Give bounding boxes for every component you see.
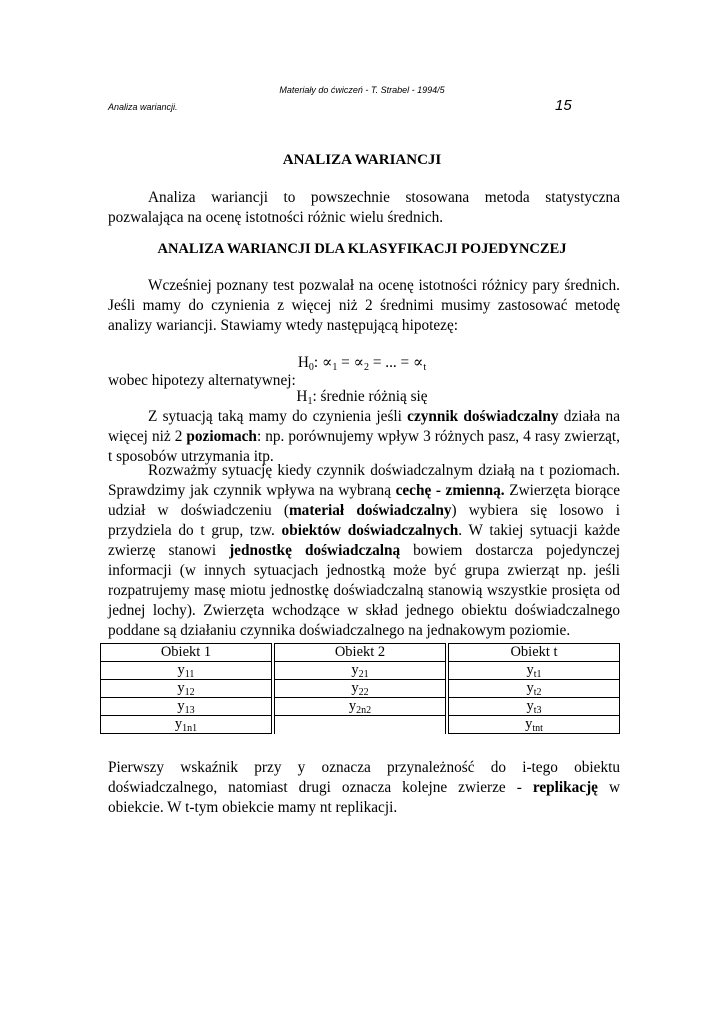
paragraph-4	[108, 758, 620, 818]
table-header-cell: Obiekt 1	[101, 644, 272, 662]
table-row	[101, 698, 620, 716]
p3-line-6: informacji (w innych sytuacjach jednostką może być grupa zwierząt np. jeśli	[108, 562, 620, 579]
p3-line-1: Rozważmy sytuację kiedy czynnik doświadczalnym działą na t poziomach.	[148, 462, 620, 479]
p3-line-9: poddane są działaniu czynnika doświadczalnego na jednakowym poziomie.	[108, 622, 571, 639]
p3-line-8: jednej lochy). Zwierzęta wchodzące w skład jednego obiektu doświadczalnego	[108, 602, 620, 619]
paragraph-3	[108, 461, 620, 641]
p3-line-4: przydziela do t grup, tzw. obiektów doświadczalnych. W takiej sytuacji każde	[108, 522, 620, 539]
table-header-cell: Obiekt t	[449, 644, 620, 662]
p3-line-5: zwierzę stanowi jednostkę doświadczalną bowiem dostarcza pojedynczej	[108, 542, 620, 559]
table-row	[101, 716, 620, 734]
table-cell: $y_{13}$	[101, 698, 272, 716]
p2-line-3: t sposobów utrzymania itp.	[108, 448, 274, 465]
p3-line-7: rozpatrujemy masę miotu jednostkę doświadczalną stanowią wszystkie prosięta od	[108, 582, 620, 599]
table-cell: $y_{tnt}$	[449, 716, 620, 734]
intro-line-1: Analiza wariancji to powszechnie stosowana metoda statystyczna	[148, 189, 620, 206]
table-header-row	[101, 644, 620, 662]
header-section: Analiza wariancji.	[108, 102, 178, 112]
p2-line-1: Z sytuacją taką mamy do czynienia jeśli czynnik doświadczalny działa na	[148, 408, 620, 425]
paragraph-2	[108, 407, 620, 467]
objects-table	[100, 643, 620, 734]
p3-line-2: Sprawdzimy jak czynnik wpływa na wybraną cechę - zmienną. Zwierzęta biorące	[108, 482, 620, 499]
intro-line-2: pozwalająca na ocenę istotności różnic wielu średnich.	[108, 209, 444, 226]
p1-line-3: analizy wariancji. Stawiamy wtedy następującą hipotezę:	[108, 317, 458, 334]
table-cell: $y_{t1}$	[449, 662, 620, 680]
table-cell: $y_{t3}$	[449, 698, 620, 716]
table-cell: $y_{22}$	[275, 680, 446, 698]
table-cell: $y_{12}$	[101, 680, 272, 698]
section-title: ANALIZA WARIANCJI DLA KLASYFIKACJI POJEDYNCZEJ	[157, 241, 567, 257]
page-title: ANALIZA WARIANCJI	[282, 152, 442, 168]
p3-line-3: udział w doświadczeniu (materiał doświadczalny) wybiera się losowo i	[108, 502, 620, 519]
table-cell: $y_{t2}$	[449, 680, 620, 698]
intro-paragraph	[108, 188, 620, 228]
table-cell: $y_{1n1}$	[101, 716, 272, 734]
p4-line-1: Pierwszy wskaźnik przy y oznacza przynależność do i-tego obiektu	[108, 759, 620, 776]
p2-line-2: więcej niż 2 poziomach: np. porównujemy wpływ 3 różnych pasz, 4 rasy zwierząt,	[108, 428, 620, 445]
alternative-label: wobec hipotezy alternatywnej:	[108, 372, 296, 389]
table-cell: $y_{2n2}$	[275, 698, 446, 716]
page-number: 15	[555, 97, 572, 114]
paragraph-1	[108, 276, 620, 336]
table-cell: $y_{21}$	[275, 662, 446, 680]
h0-hypothesis: $H_0$: $\propto_1 = \propto_2$ = ... = $\propto_t$	[297, 354, 427, 373]
header-source: Materiały do ćwiczeń - T. Strabel - 1994/5	[279, 85, 445, 95]
table-row	[101, 680, 620, 698]
p4-line-3: obiekcie. W t-tym obiekcie mamy nt replikacji.	[108, 799, 398, 816]
table-header-cell: Obiekt 2	[275, 644, 446, 662]
table-cell: $y_{11}$	[101, 662, 272, 680]
h1-hypothesis: $H_1$: średnie różnią się	[296, 388, 428, 407]
table-row	[101, 662, 620, 680]
p4-line-2: doświadczalnego, natomiast drugi oznacza kolejne zwierze - replikację w	[108, 779, 620, 796]
p1-line-1: Wcześniej poznany test pozwalał na ocenę istotności różnicy pary średnich.	[148, 277, 620, 294]
p1-line-2: Jeśli mamy do czynienia z więcej niż 2 średnimi musimy zastosować metodę	[108, 297, 620, 314]
